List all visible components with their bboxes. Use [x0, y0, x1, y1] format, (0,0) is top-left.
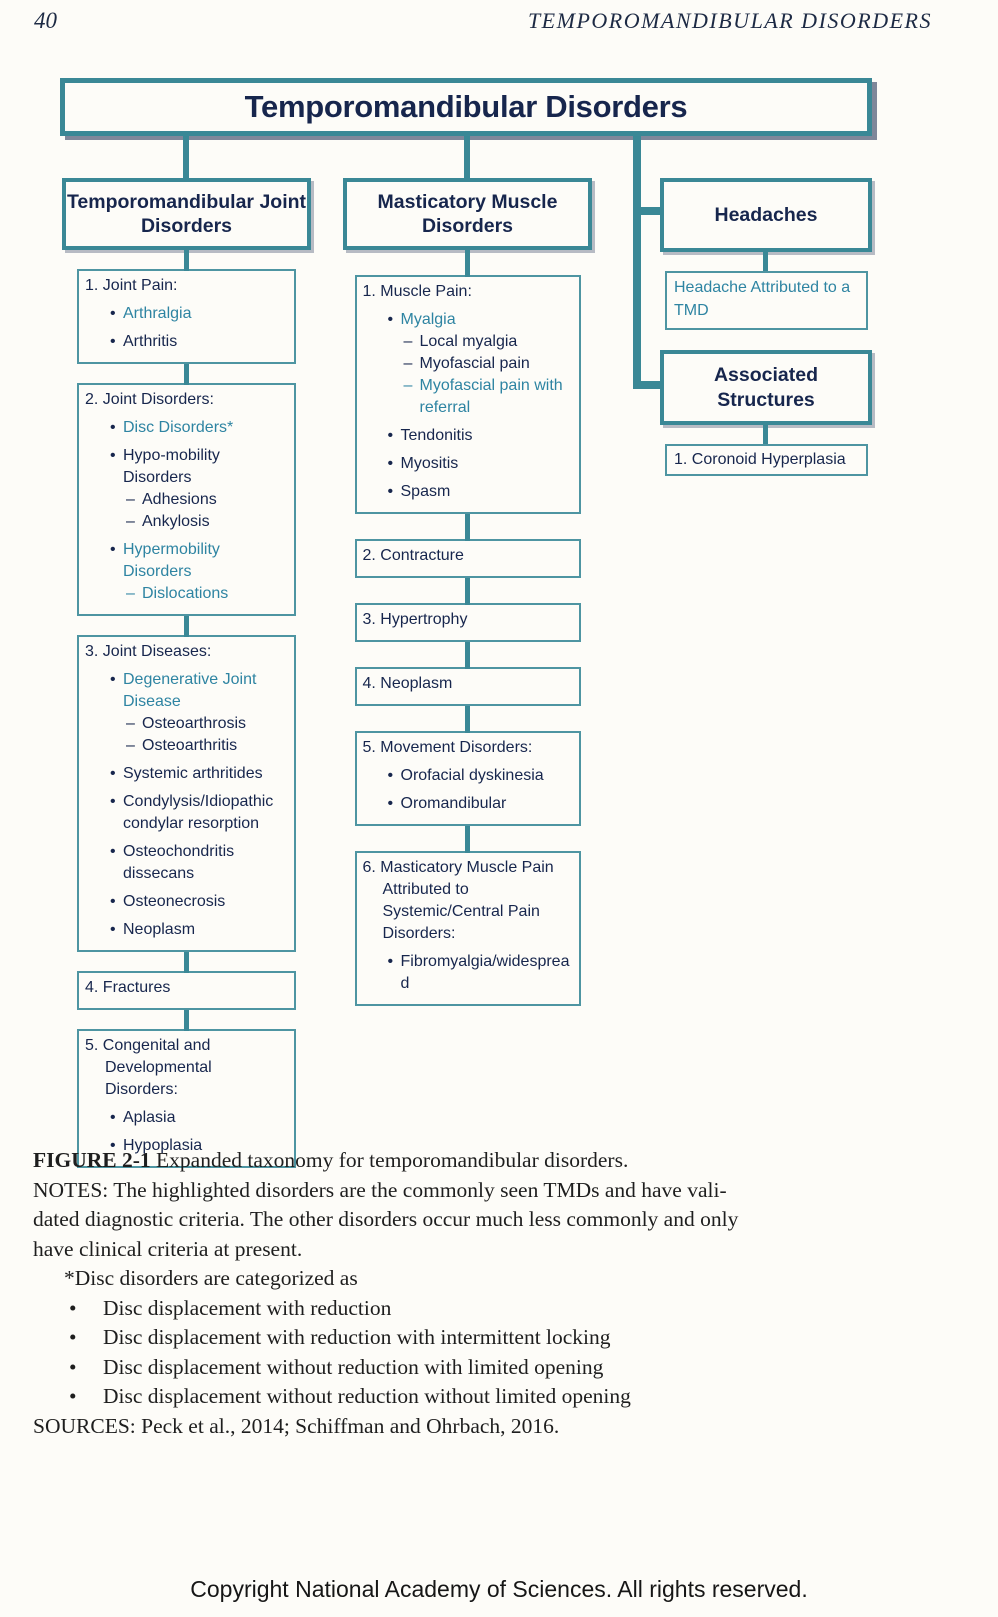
list-item: • Hypermobility Disorders [85, 539, 288, 583]
disorder-box [355, 275, 581, 514]
figure-label: FIGURE 2-1 [33, 1148, 151, 1172]
copyright-footer: Copyright National Academy of Sciences. All rights reserved. [190, 1576, 808, 1602]
disorder-box-title: 5. Congenital and Developmental Disorders: [85, 1037, 212, 1098]
disorder-box-title: 5. Movement Disorders: [362, 739, 533, 756]
list-item: – Dislocations [85, 583, 288, 605]
disorder-box-title: 4. Fractures [85, 979, 171, 996]
figure-notes-line: dated diagnostic criteria. The other disorders occur much less commonly and only [33, 1207, 739, 1231]
associated-structures-label: Associated Structures [713, 364, 819, 411]
connector-root-to-muscle-column [464, 136, 470, 178]
sources-line: SOURCES: Peck et al., 2014; Schiffman and Ohrbach, 2016. [33, 1413, 560, 1438]
root-node [60, 78, 872, 136]
list-item: – Osteoarthrosis [85, 713, 288, 735]
list-item: • Arthralgia [85, 303, 288, 325]
list-item: • Hypoplasia [85, 1135, 288, 1157]
figure-notes-line: NOTES: The highlighted disorders are the commonly seen TMDs and have vali- [33, 1177, 727, 1202]
disorder-box-title: 2. Contracture [362, 547, 464, 564]
list-item: – Adhesions [85, 489, 288, 511]
headache-attributed-node [665, 271, 868, 330]
list-item: • Aplasia [85, 1107, 288, 1129]
disorder-box-title: 1. Muscle Pain: [362, 283, 472, 300]
list-item: – Myofascial pain [363, 353, 573, 375]
list-item: • Degenerative Joint Disease [85, 669, 288, 713]
disorder-box [77, 383, 296, 616]
asterisk-note: *Disc disorders are categorized as [64, 1266, 358, 1290]
column-header [343, 178, 592, 250]
disorder-item-list [363, 951, 573, 995]
list-item: • Systemic arthritides [85, 763, 288, 785]
figure-caption [33, 1146, 881, 1441]
disorder-item-list [85, 417, 288, 605]
column-muscle-disorders [343, 178, 592, 1006]
disorder-item-list [363, 765, 573, 815]
disorder-box [355, 603, 581, 642]
list-item: • Tendonitis [363, 425, 573, 447]
coronoid-hyperplasia-node [665, 444, 868, 476]
coronoid-hyperplasia-label: 1. Coronoid Hyperplasia [674, 451, 846, 468]
headaches-label: Headaches [714, 203, 818, 226]
figure-title-line [33, 1146, 881, 1176]
column-header-label: Masticatory Muscle Disorders [377, 190, 558, 237]
disorder-box [77, 971, 296, 1010]
disorder-box [355, 667, 581, 706]
list-item: • Disc Disorders* [85, 417, 288, 439]
associated-structures-node [660, 350, 872, 425]
page-number: 40 [34, 8, 57, 33]
disorder-box-title: 3. Hypertrophy [362, 611, 468, 628]
connector-associated-to-coronoid [763, 424, 768, 445]
disorder-box [355, 851, 581, 1006]
list-item: • Osteochondritis dissecans [85, 841, 288, 885]
figure-title-text: Expanded taxonomy for temporomandibular disorders. [156, 1148, 629, 1172]
disc-bullet-item: • Disc displacement with reduction with intermittent locking [33, 1323, 881, 1353]
disorder-box [355, 539, 581, 578]
disorder-item-list [85, 303, 288, 353]
disc-disorder-bullet-list [33, 1294, 881, 1412]
disc-bullet-item: • Disc displacement without reduction with limited opening [33, 1353, 881, 1383]
disc-bullet-item: • Disc displacement without reduction without limited opening [33, 1382, 881, 1412]
disorder-box-title: 6. Masticatory Muscle Pain Attributed to Systemic/Central Pain Disorders: [362, 859, 554, 942]
list-item: • Neoplasm [85, 919, 288, 941]
disorder-box [355, 731, 581, 826]
connector-to-headaches [633, 207, 662, 215]
list-item: – Ankylosis [85, 511, 288, 533]
list-item: • Myositis [363, 453, 573, 475]
list-item: • Arthritis [85, 331, 288, 353]
list-item: – Osteoarthritis [85, 735, 288, 757]
list-item: – Myofascial pain with referral [363, 375, 573, 419]
figure-notes-line: have clinical criteria at present. [33, 1236, 303, 1261]
disorder-item-list [363, 309, 573, 503]
list-item: • Fibromyalgia/widespread [363, 951, 573, 995]
list-item: • Osteonecrosis [85, 891, 288, 913]
headaches-node [660, 178, 872, 252]
list-item: • Orofacial dyskinesia [363, 765, 573, 787]
connector-root-to-joint-column [183, 136, 189, 178]
column-joint-disorders [62, 178, 311, 1168]
connector-headaches-to-tmd [763, 252, 768, 272]
connector-right-branch-vertical [633, 136, 641, 389]
list-item: • Spasm [363, 481, 573, 503]
list-item: – Local myalgia [363, 331, 573, 353]
headache-attributed-label: Headache Attributed to a TMD [674, 279, 851, 319]
disorder-box [77, 269, 296, 364]
disorder-box-title: 1. Joint Pain: [85, 277, 178, 294]
root-node-label: Temporomandibular Disorders [244, 89, 688, 124]
list-item: • Hypo-mobility Disorders [85, 445, 288, 489]
disorder-box [77, 635, 296, 952]
disc-bullet-item: • Disc displacement with reduction [33, 1294, 881, 1324]
disorder-box-title: 2. Joint Disorders: [85, 391, 214, 408]
disorder-box-title: 3. Joint Diseases: [85, 643, 212, 660]
disorder-item-list [85, 669, 288, 941]
list-item: • Oromandibular [363, 793, 573, 815]
column-header [62, 178, 311, 250]
list-item: • Condylysis/Idiopathic condylar resorption [85, 791, 288, 835]
running-header: TEMPOROMANDIBULAR DISORDERS [527, 8, 932, 33]
column-header-label: Temporomandibular Joint Disorders [66, 190, 307, 237]
disorder-box-title: 4. Neoplasm [362, 675, 453, 692]
figure-notes [33, 1176, 881, 1265]
connector-to-associated-structures [633, 381, 662, 389]
list-item: • Myalgia [363, 309, 573, 331]
